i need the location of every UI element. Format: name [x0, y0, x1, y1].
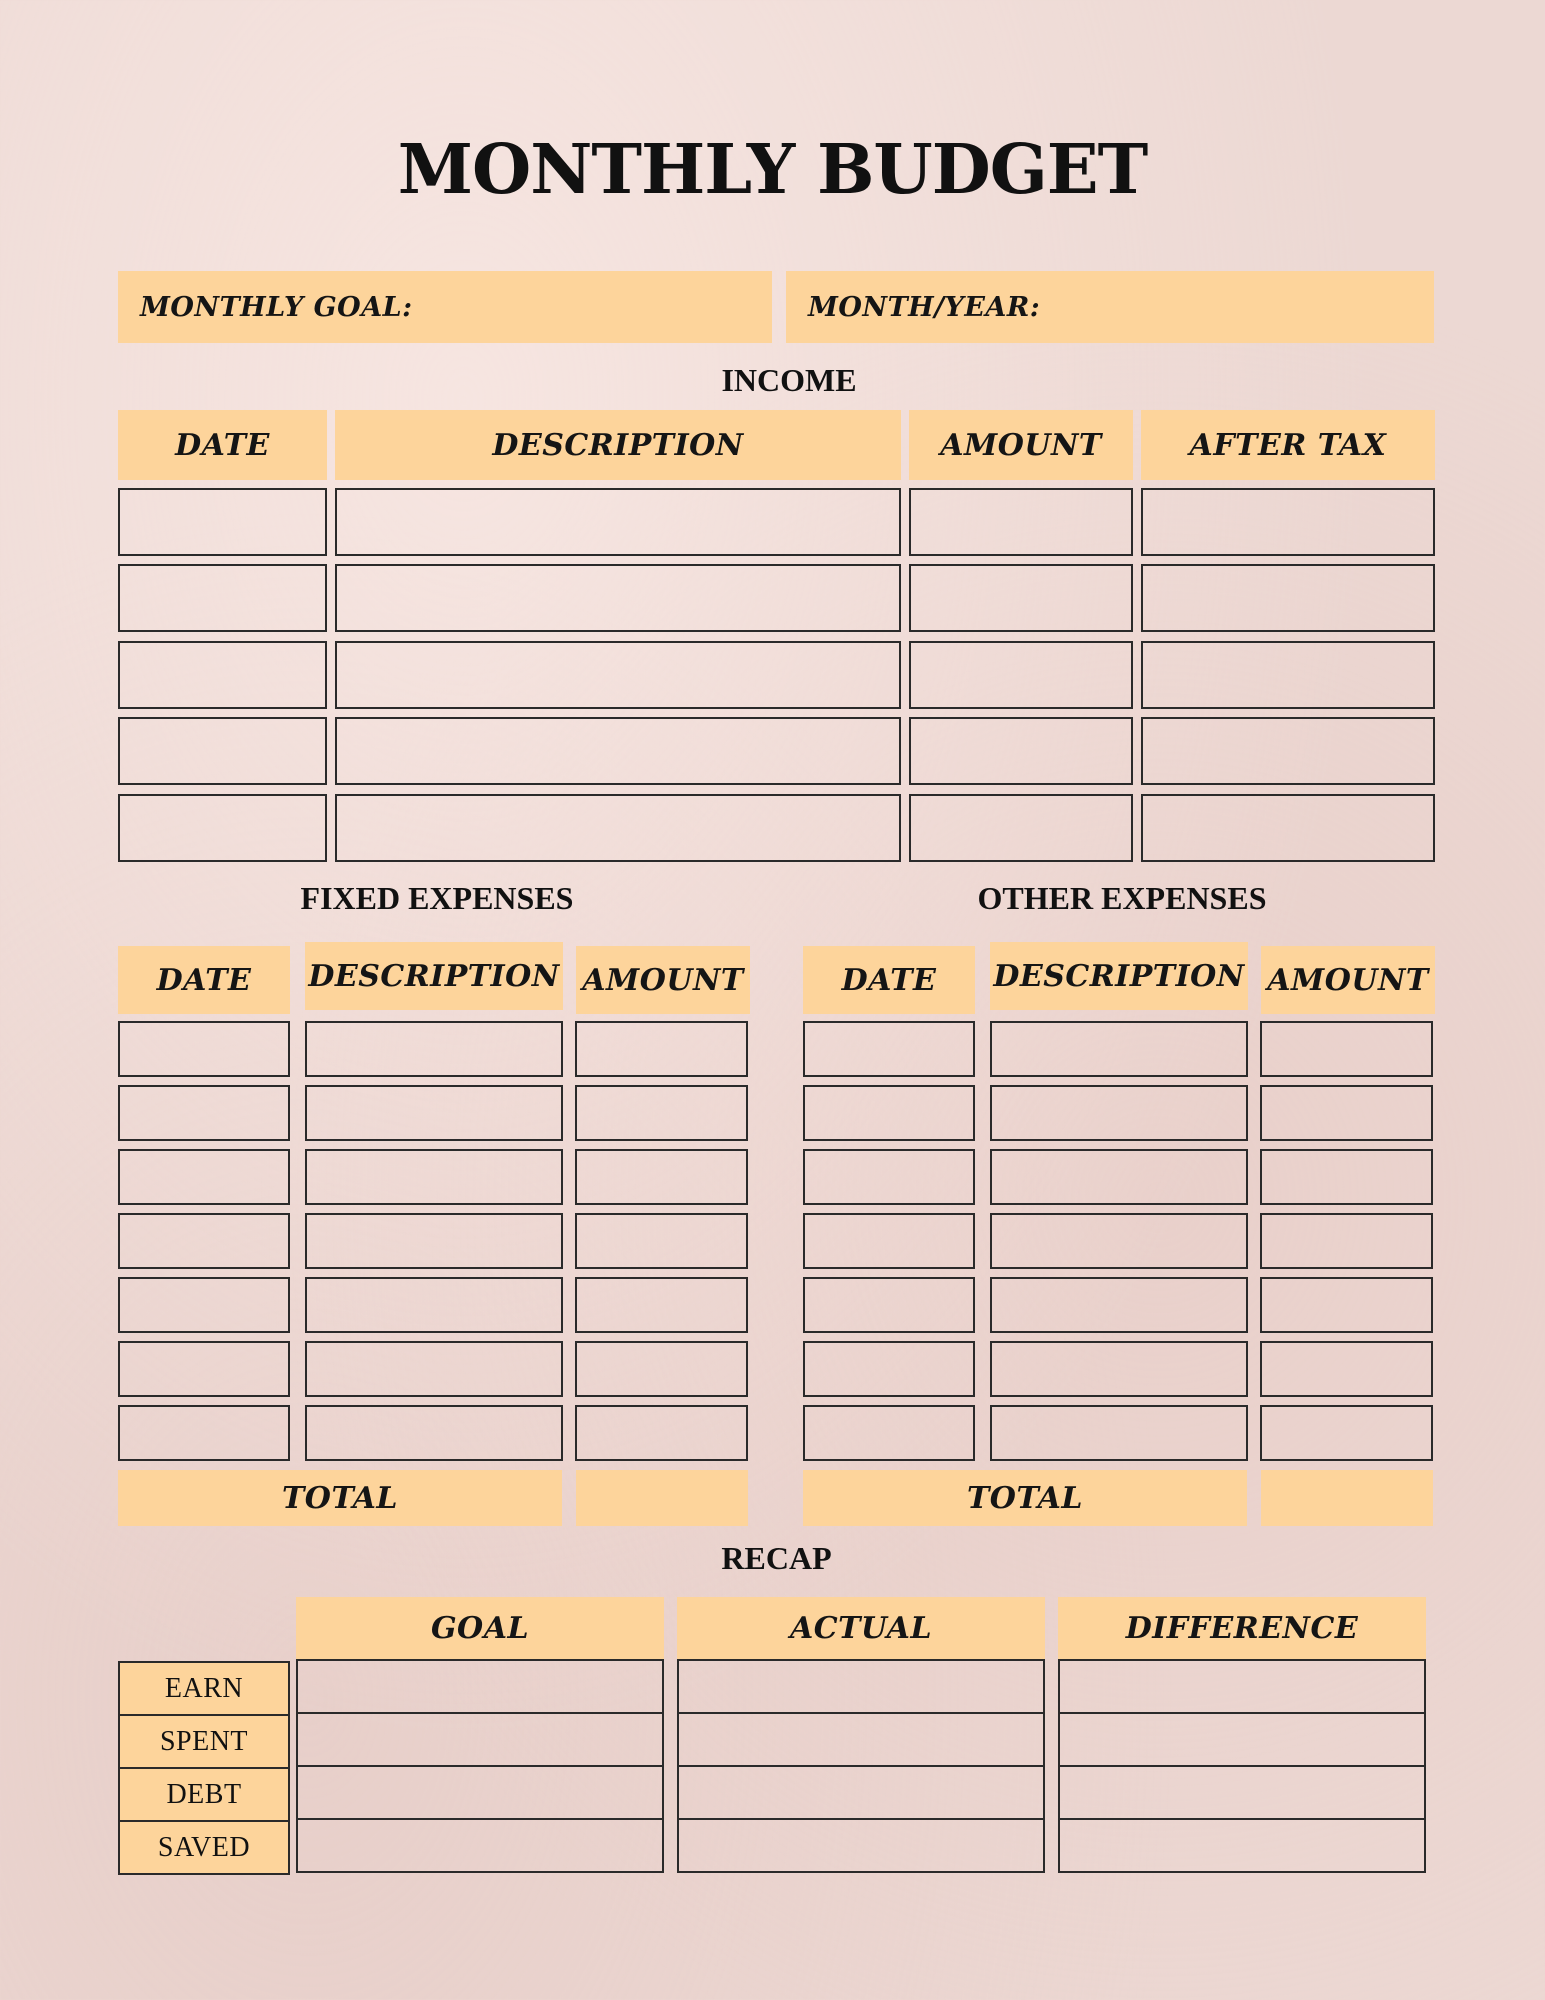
- fixed-header-description: DESCRIPTION: [305, 942, 563, 1010]
- income-cell-r4-c2[interactable]: [335, 717, 901, 785]
- other-total-value[interactable]: [1261, 1470, 1433, 1526]
- fixed-cell-r4-c2[interactable]: [305, 1213, 563, 1269]
- other-cell-r3-c1[interactable]: [803, 1149, 975, 1205]
- other-cell-r4-c3[interactable]: [1260, 1213, 1433, 1269]
- other-cell-r1-c2[interactable]: [990, 1021, 1248, 1077]
- other-cell-r7-c2[interactable]: [990, 1405, 1248, 1461]
- income-cell-r3-c4[interactable]: [1141, 641, 1435, 709]
- recap-cell-r2-c3[interactable]: [1058, 1712, 1426, 1767]
- fixed-header-amount: AMOUNT: [576, 946, 750, 1014]
- income-cell-r5-c4[interactable]: [1141, 794, 1435, 862]
- income-cell-r2-c2[interactable]: [335, 564, 901, 632]
- other-cell-r2-c3[interactable]: [1260, 1085, 1433, 1141]
- page-title: MONTHLY BUDGET: [397, 130, 1148, 210]
- other-header-date: DATE: [803, 946, 975, 1014]
- fixed-cell-r1-c2[interactable]: [305, 1021, 563, 1077]
- fixed-cell-r6-c2[interactable]: [305, 1341, 563, 1397]
- other-cell-r4-c2[interactable]: [990, 1213, 1248, 1269]
- recap-row-earn: EARN: [118, 1661, 290, 1716]
- other-cell-r2-c1[interactable]: [803, 1085, 975, 1141]
- recap-cell-r3-c2[interactable]: [677, 1765, 1045, 1820]
- fixed-cell-r4-c1[interactable]: [118, 1213, 290, 1269]
- income-cell-r3-c1[interactable]: [118, 641, 327, 709]
- recap-cell-r1-c1[interactable]: [296, 1659, 664, 1714]
- fixed-cell-r3-c3[interactable]: [575, 1149, 748, 1205]
- income-cell-r2-c3[interactable]: [909, 564, 1133, 632]
- fixed-cell-r5-c1[interactable]: [118, 1277, 290, 1333]
- income-cell-r5-c1[interactable]: [118, 794, 327, 862]
- recap-cell-r3-c3[interactable]: [1058, 1765, 1426, 1820]
- fixed-header-date: DATE: [118, 946, 290, 1014]
- fixed-cell-r2-c3[interactable]: [575, 1085, 748, 1141]
- recap-row-debt: DEBT: [118, 1767, 290, 1822]
- other-cell-r5-c3[interactable]: [1260, 1277, 1433, 1333]
- month-year-label: MONTH/YEAR:: [808, 291, 1041, 323]
- recap-header-actual: ACTUAL: [677, 1597, 1045, 1659]
- other-cell-r1-c1[interactable]: [803, 1021, 975, 1077]
- income-cell-r4-c4[interactable]: [1141, 717, 1435, 785]
- other-cell-r2-c2[interactable]: [990, 1085, 1248, 1141]
- recap-header-goal: GOAL: [296, 1597, 664, 1659]
- fixed-cell-r7-c3[interactable]: [575, 1405, 748, 1461]
- recap-row-saved: SAVED: [118, 1820, 290, 1875]
- other-expenses-title: OTHER EXPENSES: [977, 880, 1267, 916]
- recap-cell-r2-c2[interactable]: [677, 1712, 1045, 1767]
- other-header-amount: AMOUNT: [1261, 946, 1435, 1014]
- fixed-cell-r7-c1[interactable]: [118, 1405, 290, 1461]
- other-cell-r6-c1[interactable]: [803, 1341, 975, 1397]
- fixed-cell-r1-c3[interactable]: [575, 1021, 748, 1077]
- income-header-description: DESCRIPTION: [335, 410, 901, 480]
- income-cell-r1-c2[interactable]: [335, 488, 901, 556]
- fixed-cell-r7-c2[interactable]: [305, 1405, 563, 1461]
- fixed-cell-r6-c3[interactable]: [575, 1341, 748, 1397]
- income-header-date: DATE: [118, 410, 327, 480]
- income-cell-r1-c1[interactable]: [118, 488, 327, 556]
- income-header-amount: AMOUNT: [909, 410, 1133, 480]
- recap-cell-r4-c2[interactable]: [677, 1818, 1045, 1873]
- income-cell-r2-c1[interactable]: [118, 564, 327, 632]
- income-cell-r2-c4[interactable]: [1141, 564, 1435, 632]
- income-cell-r4-c3[interactable]: [909, 717, 1133, 785]
- recap-cell-r3-c1[interactable]: [296, 1765, 664, 1820]
- recap-cell-r1-c3[interactable]: [1058, 1659, 1426, 1714]
- other-cell-r3-c2[interactable]: [990, 1149, 1248, 1205]
- other-header-description: DESCRIPTION: [990, 942, 1248, 1010]
- income-cell-r4-c1[interactable]: [118, 717, 327, 785]
- recap-cell-r2-c1[interactable]: [296, 1712, 664, 1767]
- other-cell-r5-c1[interactable]: [803, 1277, 975, 1333]
- fixed-cell-r3-c2[interactable]: [305, 1149, 563, 1205]
- other-cell-r5-c2[interactable]: [990, 1277, 1248, 1333]
- other-cell-r6-c2[interactable]: [990, 1341, 1248, 1397]
- recap-cell-r4-c1[interactable]: [296, 1818, 664, 1873]
- income-header-after-tax: AFTER TAX: [1141, 410, 1435, 480]
- income-cell-r5-c2[interactable]: [335, 794, 901, 862]
- fixed-total-value[interactable]: [576, 1470, 748, 1526]
- fixed-cell-r3-c1[interactable]: [118, 1149, 290, 1205]
- recap-cell-r1-c2[interactable]: [677, 1659, 1045, 1714]
- other-cell-r4-c1[interactable]: [803, 1213, 975, 1269]
- monthly-goal-field[interactable]: [118, 271, 772, 343]
- fixed-cell-r5-c2[interactable]: [305, 1277, 563, 1333]
- income-cell-r1-c3[interactable]: [909, 488, 1133, 556]
- other-cell-r6-c3[interactable]: [1260, 1341, 1433, 1397]
- other-cell-r7-c1[interactable]: [803, 1405, 975, 1461]
- fixed-cell-r2-c1[interactable]: [118, 1085, 290, 1141]
- other-total-label: TOTAL: [803, 1470, 1247, 1526]
- fixed-cell-r1-c1[interactable]: [118, 1021, 290, 1077]
- recap-cell-r4-c3[interactable]: [1058, 1818, 1426, 1873]
- income-cell-r1-c4[interactable]: [1141, 488, 1435, 556]
- fixed-cell-r2-c2[interactable]: [305, 1085, 563, 1141]
- month-year-field[interactable]: [786, 271, 1434, 343]
- other-cell-r7-c3[interactable]: [1260, 1405, 1433, 1461]
- other-cell-r3-c3[interactable]: [1260, 1149, 1433, 1205]
- income-cell-r3-c2[interactable]: [335, 641, 901, 709]
- monthly-goal-label: MONTHLY GOAL:: [140, 291, 413, 323]
- fixed-cell-r4-c3[interactable]: [575, 1213, 748, 1269]
- other-cell-r1-c3[interactable]: [1260, 1021, 1433, 1077]
- fixed-cell-r5-c3[interactable]: [575, 1277, 748, 1333]
- income-cell-r5-c3[interactable]: [909, 794, 1133, 862]
- recap-title: RECAP: [721, 1540, 832, 1576]
- fixed-cell-r6-c1[interactable]: [118, 1341, 290, 1397]
- income-cell-r3-c3[interactable]: [909, 641, 1133, 709]
- income-title: INCOME: [721, 362, 857, 398]
- recap-row-spent: SPENT: [118, 1714, 290, 1769]
- recap-header-difference: DIFFERENCE: [1058, 1597, 1426, 1659]
- fixed-expenses-title: FIXED EXPENSES: [300, 880, 574, 916]
- fixed-total-label: TOTAL: [118, 1470, 562, 1526]
